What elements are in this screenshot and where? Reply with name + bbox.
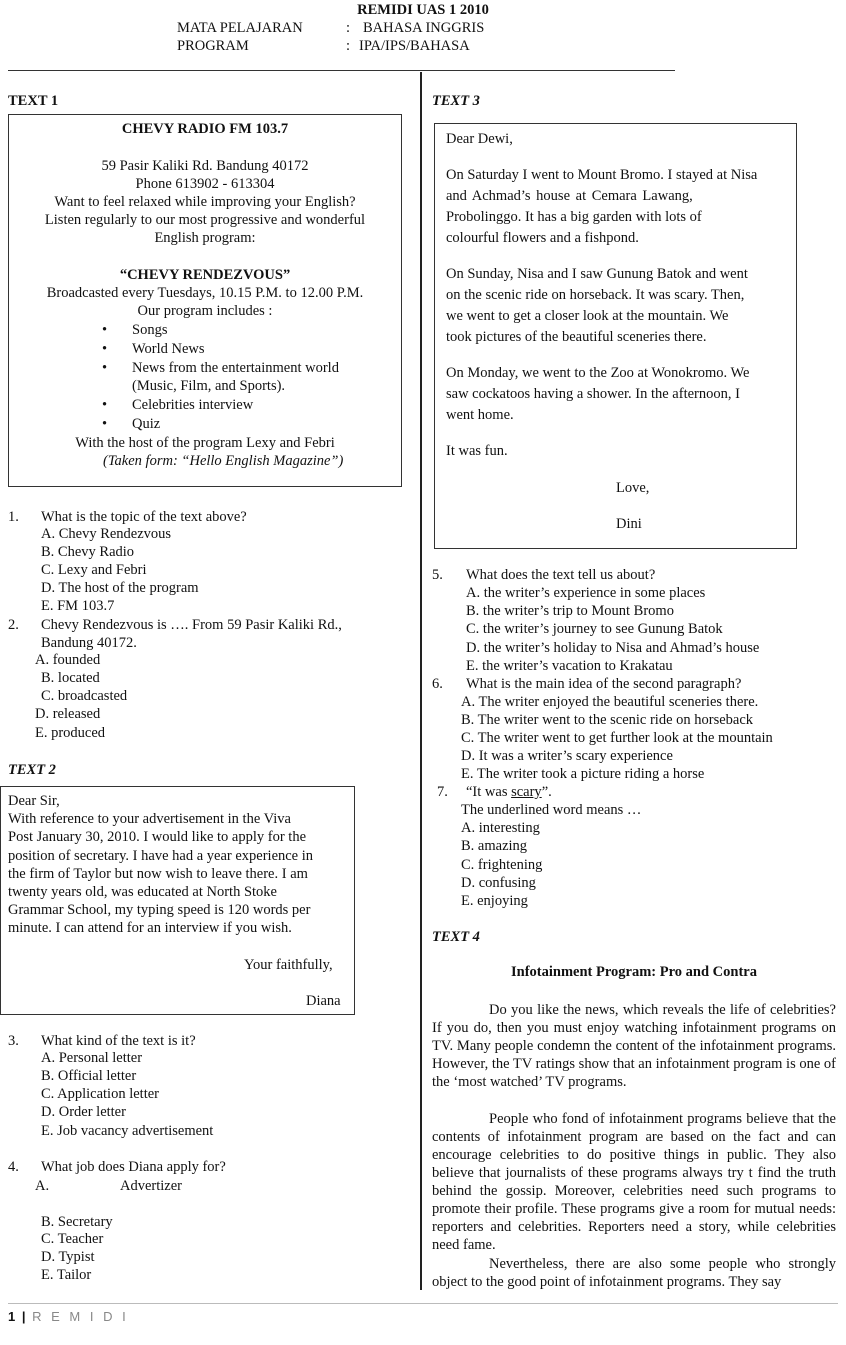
q5-text: What does the text tell us about? (466, 567, 656, 583)
q7-option-d: D. confusing (461, 875, 536, 891)
q1-option-d: D. The host of the program (41, 580, 199, 596)
q1-option-e: E. FM 103.7 (41, 598, 115, 614)
text3-closing: Love, (616, 480, 650, 496)
text4-title: Infotainment Program: Pro and Contra (511, 964, 757, 980)
text3-p3-line: went home. (446, 407, 514, 423)
text1-line: English program: (154, 230, 256, 246)
subject-label: MATA PELAJARAN (177, 20, 303, 36)
q7-quote-post: ”. (541, 784, 552, 800)
q6-option-e: E. The writer took a picture riding a horse (461, 766, 705, 782)
text2-closing: Your faithfully, (244, 957, 333, 973)
program-item: • Celebrities interview (132, 397, 253, 414)
q2-option-a: A. founded (35, 652, 101, 668)
q4-option-a-letter: A. (35, 1178, 50, 1194)
program-sep: : (346, 38, 351, 54)
q1-option-b: B. Chevy Radio (41, 544, 135, 560)
program-item-continued: (Music, Film, and Sports). (132, 378, 286, 394)
q4-option-e: E. Tailor (41, 1267, 92, 1283)
q5-number: 5. (432, 567, 443, 583)
subject-sep: : (346, 20, 351, 36)
header-divider (8, 70, 675, 71)
text1-source: (Taken form: “Hello English Magazine”) (103, 453, 344, 469)
q6-option-a: A. The writer enjoyed the beautiful sceneries there. (461, 694, 759, 710)
page-title: REMIDI UAS 1 2010 (357, 2, 489, 18)
text2-line: twenty years old, was educated at North Stoke (8, 884, 277, 900)
q1-text: What is the topic of the text above? (41, 509, 247, 525)
text2-line: minute. I can attend for an interview if you wish. (8, 920, 292, 936)
q7-quote (466, 784, 552, 801)
program-value: IPA/IPS/BAHASA (359, 38, 470, 54)
q2-option-b: B. located (41, 670, 100, 686)
text2-line: Grammar School, my typing speed is 120 words per (8, 902, 311, 918)
text2-line: the firm of Taylor but now wish to leave there. I am (8, 866, 308, 882)
text3-p1-line: and Achmad’s house at Cemara Lawang, (446, 188, 693, 204)
q6-text: What is the main idea of the second paragraph? (466, 676, 742, 692)
q1-option-c: C. Lexy and Febri (41, 562, 147, 578)
q5-option-b: B. the writer’s trip to Mount Bromo (466, 603, 674, 619)
q7-number: 7. (437, 784, 448, 800)
q2-option-c: C. broadcasted (41, 688, 128, 704)
q5-option-d: D. the writer’s holiday to Nisa and Ahmad’s house (466, 640, 760, 656)
q2-text: Chevy Rendezvous is …. From 59 Pasir Kaliki Rd., (41, 617, 342, 633)
text1-line: Want to feel relaxed while improving your English? (54, 194, 356, 210)
q4-text: What job does Diana apply for? (41, 1159, 226, 1175)
q2-number: 2. (8, 617, 19, 633)
text3-heading: TEXT 3 (432, 93, 480, 109)
text3-p1-line: colourful flowers and a fishpond. (446, 230, 639, 246)
q7-underlined-word: scary (511, 784, 542, 800)
text3-p2-line: On Sunday, Nisa and I saw Gunung Batok and went (446, 266, 748, 282)
program-item: • Songs (132, 322, 167, 339)
footer-separator: | (21, 1309, 26, 1324)
program-item: • News from the entertainment world (132, 360, 339, 377)
text2-signature: Diana (306, 993, 341, 1009)
text1-program-name: “CHEVY RENDEZVOUS” (119, 267, 291, 283)
text1-title: CHEVY RADIO FM 103.7 (121, 121, 289, 137)
q3-number: 3. (8, 1033, 19, 1049)
q3-option-e: E. Job vacancy advertisement (41, 1123, 214, 1139)
q4-option-d: D. Typist (41, 1249, 95, 1265)
program-label: PROGRAM (177, 38, 249, 54)
program-item: • Quiz (132, 416, 160, 433)
q3-option-b: B. Official letter (41, 1068, 137, 1084)
q2-option-e: E. produced (35, 725, 106, 741)
text3-salutation: Dear Dewi, (446, 131, 513, 147)
q6-number: 6. (432, 676, 443, 692)
text1-heading: TEXT 1 (8, 93, 59, 109)
q7-text: The underlined word means … (461, 802, 642, 818)
q3-option-a: A. Personal letter (41, 1050, 143, 1066)
program-item: • World News (132, 341, 205, 358)
footer-divider (8, 1303, 838, 1304)
footer-label: R E M I D I (32, 1309, 129, 1324)
text3-p2-line: on the scenic ride on horseback. It was scary. Then, (446, 287, 745, 303)
q7-option-a: A. interesting (461, 820, 540, 836)
text1-line: Listen regularly to our most progressive and wonderful (44, 212, 366, 228)
text3-p3-line: On Monday, we went to the Zoo at Wonokromo. We (446, 365, 750, 381)
q2-option-d: D. released (35, 706, 101, 722)
q3-option-d: D. Order letter (41, 1104, 126, 1120)
text1-includes: Our program includes : (137, 303, 273, 319)
q6-option-d: D. It was a writer’s scary experience (461, 748, 673, 764)
q7-option-e: E. enjoying (461, 893, 528, 909)
q6-option-b: B. The writer went to the scenic ride on horseback (461, 712, 754, 728)
text1-host: With the host of the program Lexy and Febri (75, 435, 335, 451)
text1-phone: Phone 613902 - 613304 (135, 176, 275, 192)
page-footer (8, 1309, 129, 1324)
text2-line: With reference to your advertisement in the Viva (8, 811, 291, 827)
text2-line: Post January 30, 2010. I would like to apply for the (8, 829, 307, 845)
text3-p4: It was fun. (446, 443, 508, 459)
page-number: 1 (8, 1309, 16, 1324)
q6-option-c: C. The writer went to get further look at the mountain (461, 730, 773, 746)
text1-address: 59 Pasir Kaliki Rd. Bandung 40172 (101, 158, 309, 174)
q5-option-e: E. the writer’s vacation to Krakatau (466, 658, 673, 674)
text3-p2-line: we went to get a closer look at the mountain. We (446, 308, 729, 324)
q4-option-b: B. Secretary (41, 1214, 113, 1230)
q5-option-c: C. the writer’s journey to see Gunung Batok (466, 621, 723, 637)
text1-broadcast: Broadcasted every Tuesdays, 10.15 P.M. to 12.00 P.M. (46, 285, 364, 301)
text4-paragraph-2: People who fond of infotainment programs believe that the contents of infotainment program are based on the fact and can encourage celebrities to do positive things in public. They also believe that journalists of these programs always try t find the truth behind the gossip. Moreover, celebrities need such programs to promote their profile. These programs give a room for mutual needs: reporters and celebrities. Reporters need a story, while celebrities need fame. (432, 1111, 836, 1253)
q3-option-c: C. Application letter (41, 1086, 159, 1102)
q2-text-continued: Bandung 40172. (41, 635, 137, 651)
text4-heading: TEXT 4 (432, 929, 480, 945)
subject-value: BAHASA INGGRIS (363, 20, 485, 36)
q5-option-a: A. the writer’s experience in some places (466, 585, 706, 601)
column-divider (420, 72, 422, 1290)
text3-p1-line: On Saturday I went to Mount Bromo. I stayed at Nisa (446, 167, 758, 183)
q4-option-a: Advertizer (120, 1178, 182, 1194)
q7-quote-pre: “It was (466, 784, 512, 800)
text3-p3-line: saw cockatoos having a shower. In the afternoon, I (446, 386, 740, 402)
q3-text: What kind of the text is it? (41, 1033, 196, 1049)
text3-p1-line: Probolinggo. It has a big garden with lots of (446, 209, 702, 225)
q4-option-c: C. Teacher (41, 1231, 104, 1247)
text3-p2-line: took pictures of the beautiful sceneries there. (446, 329, 707, 345)
q7-option-c: C. frightening (461, 857, 543, 873)
text2-heading: TEXT 2 (8, 762, 56, 778)
text2-line: position of secretary. I have had a year experience in (8, 848, 314, 864)
q7-option-b: B. amazing (461, 838, 528, 854)
q4-number: 4. (8, 1159, 19, 1175)
q1-number: 1. (8, 509, 19, 525)
text4-paragraph-3: Nevertheless, there are also some people who strongly object to the good point of infotainment programs. They say (432, 1256, 836, 1290)
q1-option-a: A. Chevy Rendezvous (41, 526, 172, 542)
text2-salutation: Dear Sir, (8, 793, 60, 809)
text3-signature: Dini (616, 516, 642, 532)
text4-paragraph-1: Do you like the news, which reveals the life of celebrities? If you do, then you must enjoy watching infotainment programs on TV. Many people condemn the content of the infotainment programs. However, the TV ratings show that an infotainment program is one of the ‘most watched’ TV programs. (432, 1002, 836, 1090)
